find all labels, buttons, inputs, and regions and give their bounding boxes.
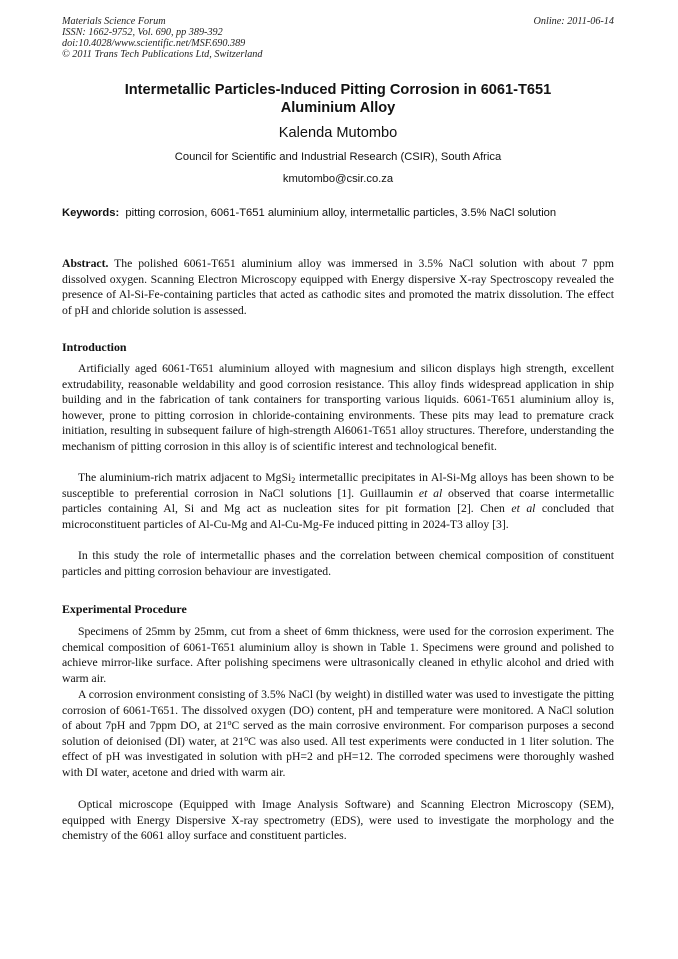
exp-p2-part-a: A corrosion environment consisting of 3.5% NaCl (by weight) in distilled water was used to investigate the pitting corrosion of 6061-T651. The dissolved oxygen (DO) content, pH and temperature were monitored. A NaCl solution of about 7pH and 7ppm DO, at 21 <box>62 688 614 733</box>
keywords-label: Keywords: <box>62 207 120 219</box>
issn-line: ISSN: 1662-9752, Vol. 690, pp 389-392 <box>62 27 223 38</box>
intro-p2-part-b: intermetallic precipitates in Al-Si-Mg alloys has been shown to be susceptible to preferential corrosion in NaCl solutions [1]. Guillaumin <box>62 471 614 500</box>
intro-paragraph-2 <box>62 470 614 532</box>
intro-p2-part-a: The aluminium-rich matrix adjacent to MgSi <box>78 471 292 484</box>
copyright-line: © 2011 Trans Tech Publications Ltd, Switzerland <box>62 49 263 60</box>
abstract-label: Abstract. <box>62 257 109 270</box>
author-email: kmutombo@csir.co.za <box>282 173 394 185</box>
online-date: Online: 2011-06-14 <box>533 16 614 27</box>
exp-paragraph-2 <box>62 687 614 781</box>
keywords-text: pitting corrosion, 6061-T651 aluminium alloy, intermetallic particles, 3.5% NaCl solution <box>125 207 557 219</box>
abstract-text: The polished 6061-T651 aluminium alloy was immersed in 3.5% NaCl solution with about 7 ppm dissolved oxygen. Scanning Electron Microscopy equipped with Energy dispersive X-ray Spectroscopy revealed the presence of Al-Si-Fe-containing particles that acted as cathodic sites and promoted the matrix dissolution. The effect of pH and chloride solution is assessed. <box>62 257 614 317</box>
affiliation: Council for Scientific and Industrial Research (CSIR), South Africa <box>174 151 502 163</box>
exp-paragraph-1: Specimens of 25mm by 25mm, cut from a sheet of 6mm thickness, were used for the corrosion experiment. The chemical composition of 6061-T651 aluminium alloy is shown in Table 1. Specimens were ground and polished to achieve mirror-like surface. After polishing specimens were ultrasonically cleaned in ethylic alcohol and dried with warm air. <box>62 625 614 685</box>
title-line-1: Intermetallic Particles-Induced Pitting Corrosion in 6061-T651 <box>124 82 552 98</box>
keywords <box>62 206 614 221</box>
exp-p2-part-c: C was also used. All test experiments were conducted in 1 liter solution. The effect of pH was investigated in solution with pH=2 and pH=12. The corroded specimens were thoroughly washed with DI water, acetone and dried with warm air. <box>62 734 614 779</box>
abstract <box>62 256 614 318</box>
intro-paragraph-1: Artificially aged 6061-T651 aluminium alloyed with magnesium and silicon displays high strength, excellent extrudability, reasonable weldability and good corrosion resistance. This alloy finds widespread application in ship building and in the fabrication of tank containers for transporting various liquids. 6061-T651 aluminium alloy is, however, prone to pitting corrosion in chloride-containing environments. These pits may lead to premature crack initiation, resulting in subsequent failure of high-strength Al6061-T651 alloy structures. Therefore, understanding the mechanism of pitting corrosion in this alloy is of scientific interest and technological benefit. <box>62 362 614 453</box>
title-line-2: Aluminium Alloy <box>280 100 396 116</box>
exp-paragraph-3: Optical microscope (Equipped with Image Analysis Software) and Scanning Electron Microscopy (SEM), equipped with Energy Dispersive X-ray spectrometry (EDS), were used to investigate the morphology and the chemistry of the 6061 alloy surface and constituent particles. <box>62 798 614 843</box>
intro-p2-part-d: concluded that microconstituent particles of Al-Cu-Mg and Al-Cu-Mg-Fe induced pitting in 2024-T3 alloy [3]. <box>62 502 614 531</box>
paper-title <box>62 81 614 117</box>
experimental-heading: Experimental Procedure <box>62 602 187 616</box>
degree-sup-1: o <box>227 718 232 728</box>
journal-name: Materials Science Forum <box>62 16 166 27</box>
author-name: Kalenda Mutombo <box>278 125 398 141</box>
et-al-2: et al <box>511 502 536 516</box>
exp-p2-part-b: C served as the main corrosive environment. For comparison purposes a second solution of deionised (DI) water, at 21 <box>62 719 614 748</box>
intro-p2-part-c: observed that coarse intermetallic particles containing Al, Si and Mg act as nucleation sites for pit formation [2]. Chen <box>62 486 614 516</box>
journal-meta <box>62 16 262 60</box>
intro-paragraph-3: In this study the role of intermetallic phases and the correlation between chemical composition of constituent particles and pitting corrosion behaviour are investigated. <box>62 549 614 578</box>
introduction-heading: Introduction <box>62 340 127 354</box>
degree-sup-2: o <box>244 733 249 743</box>
et-al-1: et al <box>418 486 443 500</box>
mgsi-subscript: 2 <box>291 476 296 485</box>
doi-line: doi:10.4028/www.scientific.net/MSF.690.389 <box>62 38 246 49</box>
